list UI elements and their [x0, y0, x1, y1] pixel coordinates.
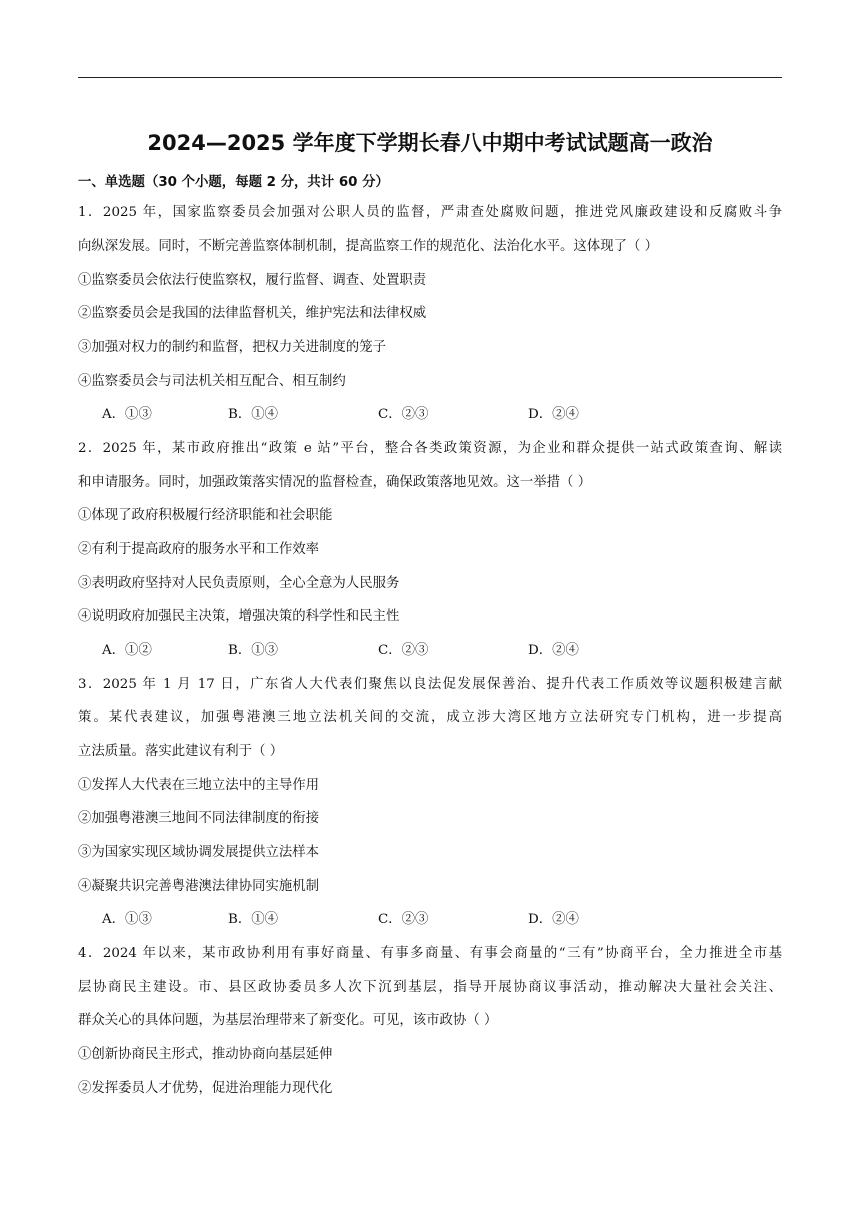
question-4-stem-line-1: 4．2024 年以来，某市政协利用有事好商量、有事多商量、有事会商量的“三有”协商平台，全力推进全市基 [78, 946, 782, 961]
question-4-statement-1: ①创新协商民主形式，推动协商向基层延伸 [78, 1047, 333, 1062]
page-title: 2024—2025 学年度下学期长春八中期中考试试题高一政治 [147, 131, 713, 155]
question-3-stem-line-1: 3．2025 年 1 月 17 日，广东省人大代表们聚焦以良法促发展保善治、提升代表工作质效等议题积极建言献 [78, 677, 782, 692]
question-3-choice-d[interactable]: D．②④ [528, 912, 579, 927]
question-1-choice-b[interactable]: B．①④ [228, 407, 279, 422]
question-1-statement-2: ②监察委员会是我国的法律监督机关，维护宪法和法律权威 [78, 306, 427, 321]
section-heading: 一、单选题（30 个小题，每题 2 分，共计 60 分） [78, 175, 389, 190]
question-3-choice-a[interactable]: A．①③ [102, 912, 152, 927]
question-3-stem-line-3: 立法质量。落实此建议有利于（ ） [78, 744, 284, 759]
question-3-statement-1: ①发挥人大代表在三地立法中的主导作用 [78, 778, 320, 793]
question-1-stem-line-2: 向纵深发展。同时，不断完善监察体制机制，提高监察工作的规范化、法治化水平。这体现了（ ） [78, 239, 659, 254]
question-2-statement-3: ③表明政府坚持对人民负责原则，全心全意为人民服务 [78, 576, 400, 591]
question-3-statement-2: ②加强粤港澳三地间不同法律制度的衔接 [78, 811, 320, 826]
question-1-statement-4: ④监察委员会与司法机关相互配合、相互制约 [78, 374, 346, 389]
question-1-choice-c[interactable]: C．②③ [378, 407, 429, 422]
question-2-choice-c[interactable]: C．②③ [378, 643, 429, 658]
question-2-choice-d[interactable]: D．②④ [528, 643, 579, 658]
question-2-choice-b[interactable]: B．①③ [228, 643, 279, 658]
question-1-stem-line-1: 1．2025 年，国家监察委员会加强对公职人员的监督，严肃查处腐败问题，推进党风廉政建设和反腐败斗争 [78, 205, 782, 220]
question-1-statement-1: ①监察委员会依法行使监察权，履行监督、调查、处置职责 [78, 273, 427, 288]
question-1-choice-a[interactable]: A．①③ [102, 407, 152, 422]
question-2-statement-4: ④说明政府加强民主决策，增强决策的科学性和民主性 [78, 609, 400, 624]
question-1-statement-3: ③加强对权力的制约和监督，把权力关进制度的笼子 [78, 340, 386, 355]
question-1-choices [0, 405, 860, 425]
question-2-statement-1: ①体现了政府积极履行经济职能和社会职能 [78, 508, 333, 523]
question-4-stem-line-3: 群众关心的具体问题，为基层治理带来了新变化。可见，该市政协（ ） [78, 1013, 498, 1028]
question-3-statement-3: ③为国家实现区域协调发展提供立法样本 [78, 845, 320, 860]
question-2-stem-line-2: 和申请服务。同时，加强政策落实情况的监督检查，确保政策落地见效。这一举措（ ） [78, 475, 592, 490]
question-2-choice-a[interactable]: A．①② [102, 643, 152, 658]
question-3-choice-b[interactable]: B．①④ [228, 912, 279, 927]
header-rule [78, 77, 782, 78]
question-3-statement-4: ④凝聚共识完善粤港澳法律协同实施机制 [78, 879, 320, 894]
question-3-choices [0, 910, 860, 930]
question-2-statement-2: ②有利于提高政府的服务水平和工作效率 [78, 542, 320, 557]
question-4-statement-2: ②发挥委员人才优势，促进治理能力现代化 [78, 1081, 333, 1096]
question-2-stem-line-1: 2．2025 年，某市政府推出“政策 e 站”平台，整合各类政策资源，为企业和群众提供一站式政策查询、解读 [78, 441, 782, 456]
question-3-stem-line-2: 策。某代表建议，加强粤港澳三地立法机关间的交流，成立涉大湾区地方立法研究专门机构，进一步提高 [78, 710, 782, 725]
question-3-choice-c[interactable]: C．②③ [378, 912, 429, 927]
question-1-choice-d[interactable]: D．②④ [528, 407, 579, 422]
question-4-stem-line-2: 层协商民主建设。市、县区政协委员多人次下沉到基层，指导开展协商议事活动，推动解决大量社会关注、 [78, 980, 782, 995]
question-2-choices [0, 641, 860, 661]
